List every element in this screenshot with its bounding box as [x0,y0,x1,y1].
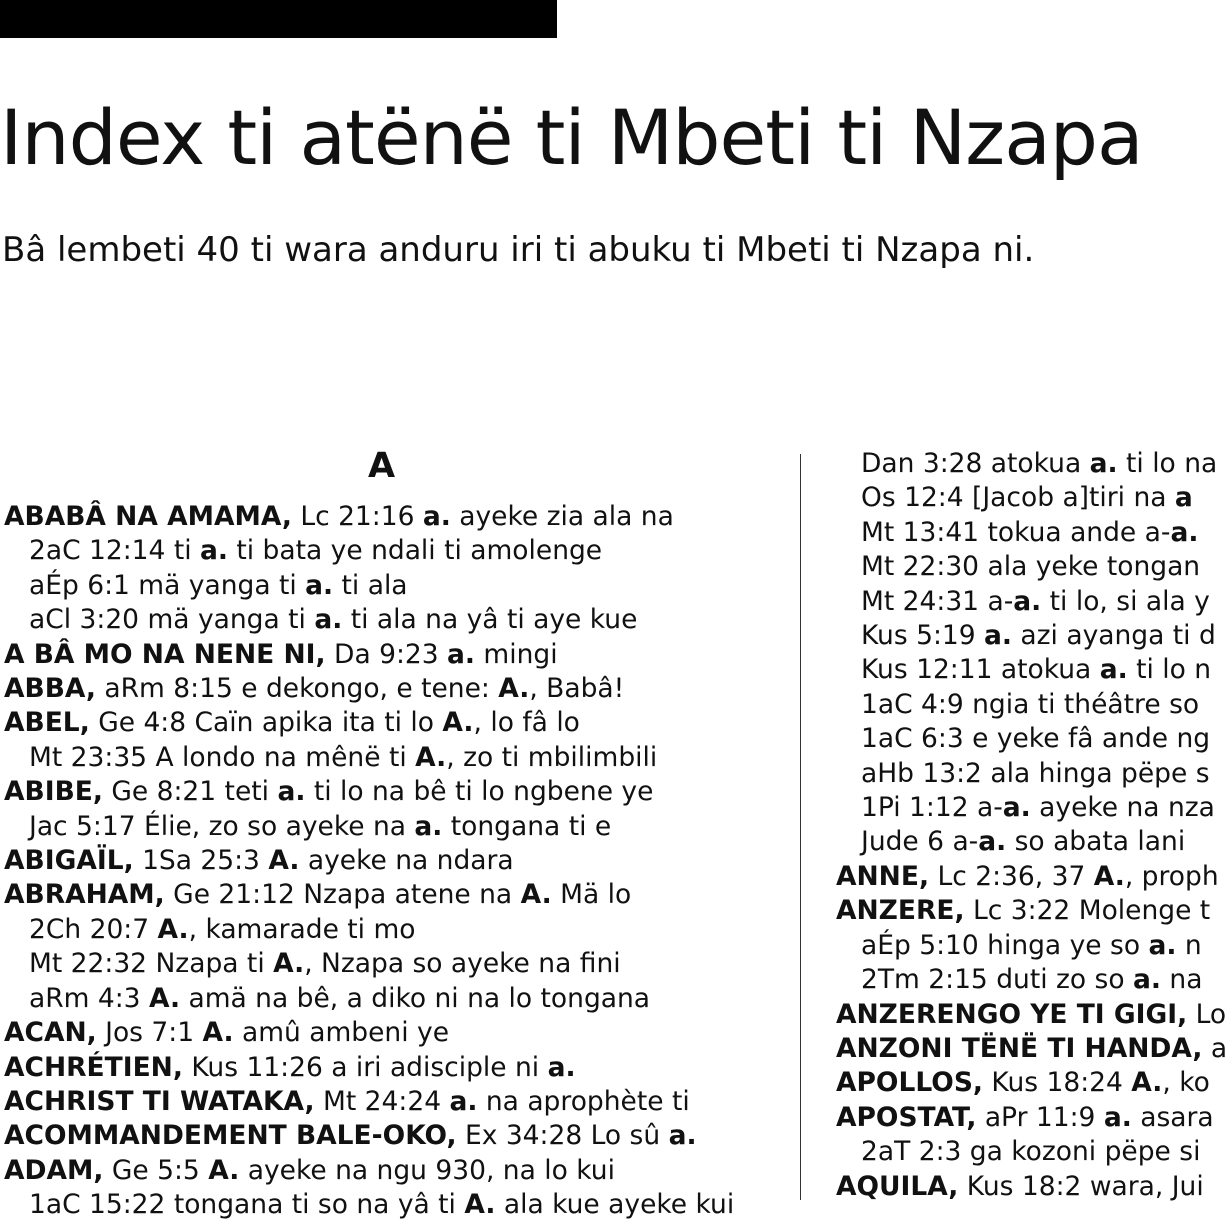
reference-text: Ge 8:21 teti [102,776,278,808]
keyword-abbrev: a. [449,1085,478,1117]
reference-text: Dan 3:28 atokua [861,448,1090,479]
index-entry [4,1016,764,1050]
keyword-abbrev: a. [1013,585,1042,617]
index-entry [836,1032,1227,1066]
index-subentry [836,929,1200,963]
reference-text: 1Pi 1:12 a- [861,792,1003,824]
index-entry [836,1170,1204,1204]
reference-text: so abata lani [1006,826,1186,858]
keyword-abbrev: a. [200,535,228,567]
reference-text: Mt 22:32 Nzapa ti [29,948,274,980]
top-black-bar [0,0,557,38]
index-entry [4,878,764,912]
keyword-abbrev: a. [305,569,334,601]
index-subentry [836,963,1203,997]
index-subentry [836,653,1212,687]
index-keyword: ABEL, [4,707,90,739]
reference-text: Mt 24:24 [314,1085,450,1117]
reference-text: Lo [1187,998,1227,1030]
reference-text: aÉp 5:10 hinga ye so [861,929,1149,961]
reference-text: aPr 11:9 [976,1101,1104,1133]
keyword-abbrev: a. [1170,516,1199,548]
index-keyword: ACOMMANDEMENT BALE-OKO, [4,1120,457,1152]
index-subentry [836,585,1210,619]
index-subentry [4,741,764,775]
index-keyword: ANNE, [836,860,930,892]
index-subentry [4,947,764,981]
index-subentry [4,982,764,1016]
keyword-abbrev: a. [1103,1101,1132,1133]
index-subentry [836,447,1218,481]
reference-text: na [1160,964,1203,996]
reference-text: Ge 4:8 Caïn apika ita ti lo [89,707,443,739]
reference-text: , zo ti mbilimbili [446,741,658,773]
reference-text: Mt 22:30 ala yeke tongan [861,551,1201,583]
index-subentry [836,757,1210,791]
reference-text: aRm 8:15 e dekongo, e tene: [95,673,499,705]
reference-text: Os 12:4 [Jacob a]tiri na [861,482,1175,514]
index-keyword: ABBA, [4,673,96,705]
reference-text: Ge 21:12 Nzapa atene na [164,879,521,911]
reference-text: ayeke na nza [1030,792,1215,824]
index-keyword: ABIBE, [4,776,103,808]
keyword-abbrev: A. [442,707,474,739]
index-subentry [4,1188,764,1222]
reference-text: Ex 34:28 Lo sû [456,1120,669,1152]
reference-text: 2Tm 2:15 duti zo so [861,964,1134,996]
reference-text: ti ala na yâ ti aye kue [342,604,638,636]
index-subentry [836,550,1200,584]
keyword-abbrev: a. [547,1051,576,1083]
index-entry [4,638,764,672]
keyword-abbrev: a. [1099,654,1128,686]
reference-text: ti lo n [1127,654,1212,686]
index-keyword: ACHRÉTIEN, [4,1051,183,1083]
keyword-abbrev: a. [447,638,475,670]
reference-text: Mt 23:35 A londo na mênë ti [29,741,416,773]
reference-text: 1aC 4:9 ngia ti théâtre so [861,688,1200,720]
reference-text: Kus 11:26 a iri adisciple ni [182,1051,548,1083]
index-subentry [836,688,1200,722]
keyword-abbrev: A. [1093,860,1125,892]
keyword-abbrev: A. [1131,1067,1163,1099]
reference-text: mingi [475,638,558,670]
index-keyword: APOSTAT, [836,1101,977,1133]
index-entry [836,894,1211,928]
reference-text: ti lo na bê ti lo ngbene ye [305,776,654,808]
keyword-abbrev: a [1174,482,1193,514]
reference-text: Jude 6 a- [861,826,979,858]
reference-text: , kamarade ti mo [188,913,416,945]
index-keyword: ACHRIST TI WATAKA, [4,1085,315,1117]
index-column-right [836,447,1227,1204]
index-entry [836,1066,1210,1100]
reference-text: 2Ch 20:7 [29,913,158,945]
reference-text: ayeke na ndara [299,845,514,877]
index-keyword: APOLLOS, [836,1067,983,1099]
column-divider [800,454,801,1200]
reference-text: Lc 3:22 Molenge t [964,895,1211,927]
reference-text: aHb 13:2 ala hinga pëpe s [861,757,1210,789]
reference-text: , Nzapa so ayeke na fini [304,948,621,980]
reference-text: asara [1131,1101,1214,1133]
keyword-abbrev: A. [464,1189,496,1221]
reference-text: , lo fâ lo [473,707,580,739]
index-subentry [4,603,764,637]
index-entry [836,860,1219,894]
index-subentry [4,810,764,844]
reference-text: ayeke zia ala na [450,501,674,532]
reference-text: na aprophète ti [477,1085,690,1117]
reference-text: Lc 21:16 [291,501,423,532]
reference-text: 2aT 2:3 ga kozoni pëpe si [861,1136,1201,1168]
reference-text: a [1202,1032,1227,1064]
index-entry [4,500,764,534]
reference-text: Ge 5:5 [103,1154,209,1186]
reference-text: 1aC 15:22 tongana ti so na yâ ti [29,1189,465,1221]
index-keyword: ANZERENGO YE TI GIGI, [836,998,1188,1030]
index-subentry [4,913,764,947]
index-subentry [836,481,1200,515]
index-entry [4,844,764,878]
keyword-abbrev: a. [1002,792,1031,824]
reference-text: Jac 5:17 Élie, zo so ayeke na [29,810,415,842]
reference-text: 2aC 12:14 ti [29,535,200,567]
index-entry [836,998,1227,1032]
index-keyword: ABRAHAM, [4,879,165,911]
reference-text: Kus 5:19 [861,620,985,652]
reference-text: 1Sa 25:3 [133,845,269,877]
reference-text: Mt 24:31 a- [861,585,1014,617]
reference-text: ti ala [333,569,408,601]
reference-text: azi ayanga ti d [1011,620,1216,652]
index-keyword: A BÂ MO NA NENE NI, [4,638,326,670]
reference-text: Lc 2:36, 37 [929,860,1094,892]
reference-text: Kus 18:24 [982,1067,1132,1099]
keyword-abbrev: A. [273,948,305,980]
index-entry [836,1101,1214,1135]
page-title: Index ti atënë ti Mbeti ti Nzapa [0,93,1143,182]
reference-text: Kus 18:2 wara, Jui [958,1170,1204,1202]
reference-text: Da 9:23 [325,638,448,670]
keyword-abbrev: a. [1148,929,1177,961]
keyword-abbrev: a. [414,810,443,842]
reference-text: ti bata ye ndali ti amolenge [227,535,603,567]
index-subentry [836,1135,1200,1169]
keyword-abbrev: A. [415,741,447,773]
reference-text: Mä lo [551,879,632,911]
index-entry [4,1085,764,1119]
keyword-abbrev: a. [984,620,1012,652]
reference-text: tongana ti e [442,810,612,842]
reference-text: amû ambeni ye [233,1017,450,1049]
keyword-abbrev: A. [268,845,300,877]
index-entry [4,706,764,740]
reference-text: , Babâ! [529,673,625,705]
index-keyword: ANZONI TËNË TI HANDA, [836,1032,1203,1064]
reference-text: aRm 4:3 [29,982,149,1014]
reference-text: Kus 12:11 atokua [861,654,1100,686]
index-keyword: ANZERE, [836,895,965,927]
index-entry [4,775,764,809]
index-subentry [836,516,1200,550]
index-keyword: ACAN, [4,1017,97,1049]
index-subentry [4,569,764,603]
index-entry [4,1119,764,1153]
reference-text: ti lo, si ala y [1041,585,1210,617]
keyword-abbrev: a. [668,1120,697,1152]
keyword-abbrev: a. [1133,964,1161,996]
index-keyword: AQUILA, [836,1170,959,1202]
index-keyword: ABABÂ NA AMAMA, [4,501,292,532]
index-entry [4,1154,764,1188]
reference-text: amä na bê, a diko ni na lo tongana [180,982,651,1014]
reference-text: Mt 13:41 tokua ande a- [861,516,1171,548]
keyword-abbrev: A. [208,1154,240,1186]
keyword-abbrev: A. [148,982,181,1014]
keyword-abbrev: a. [277,776,306,808]
keyword-abbrev: a. [314,604,343,636]
index-subentry [4,534,764,568]
reference-text: ti lo na [1117,448,1218,479]
keyword-abbrev: a. [1089,448,1118,479]
keyword-abbrev: A. [498,673,530,705]
index-keyword: ABIGAÏL, [4,845,134,877]
index-entry [4,672,764,706]
index-subentry [836,722,1211,756]
keyword-abbrev: A. [202,1017,234,1049]
reference-text: , proph [1124,860,1219,892]
keyword-abbrev: a. [978,826,1007,858]
section-letter: A [368,446,396,486]
index-subentry [836,619,1216,653]
index-subentry [836,791,1215,825]
reference-text: 1aC 6:3 e yeke fâ ande ng [861,723,1211,755]
keyword-abbrev: A. [520,879,552,911]
keyword-abbrev: A. [157,913,189,945]
page-subtitle: Bâ lembeti 40 ti wara anduru iri ti abuku ti Mbeti ti Nzapa ni. [2,230,1035,270]
index-entry [4,1051,764,1085]
reference-text: , ko [1162,1067,1210,1099]
index-subentry [836,825,1200,859]
reference-text: ala kue ayeke kui [495,1189,735,1221]
keyword-abbrev: a. [422,501,451,532]
reference-text: n [1176,929,1202,961]
reference-text: ayeke na ngu 930, na lo kui [239,1154,615,1186]
reference-text: aÉp 6:1 mä yanga ti [29,569,306,601]
reference-text: aCl 3:20 mä yanga ti [29,604,315,636]
reference-text: Jos 7:1 [96,1017,203,1049]
index-keyword: ADAM, [4,1154,104,1186]
index-column-left [4,500,764,1223]
